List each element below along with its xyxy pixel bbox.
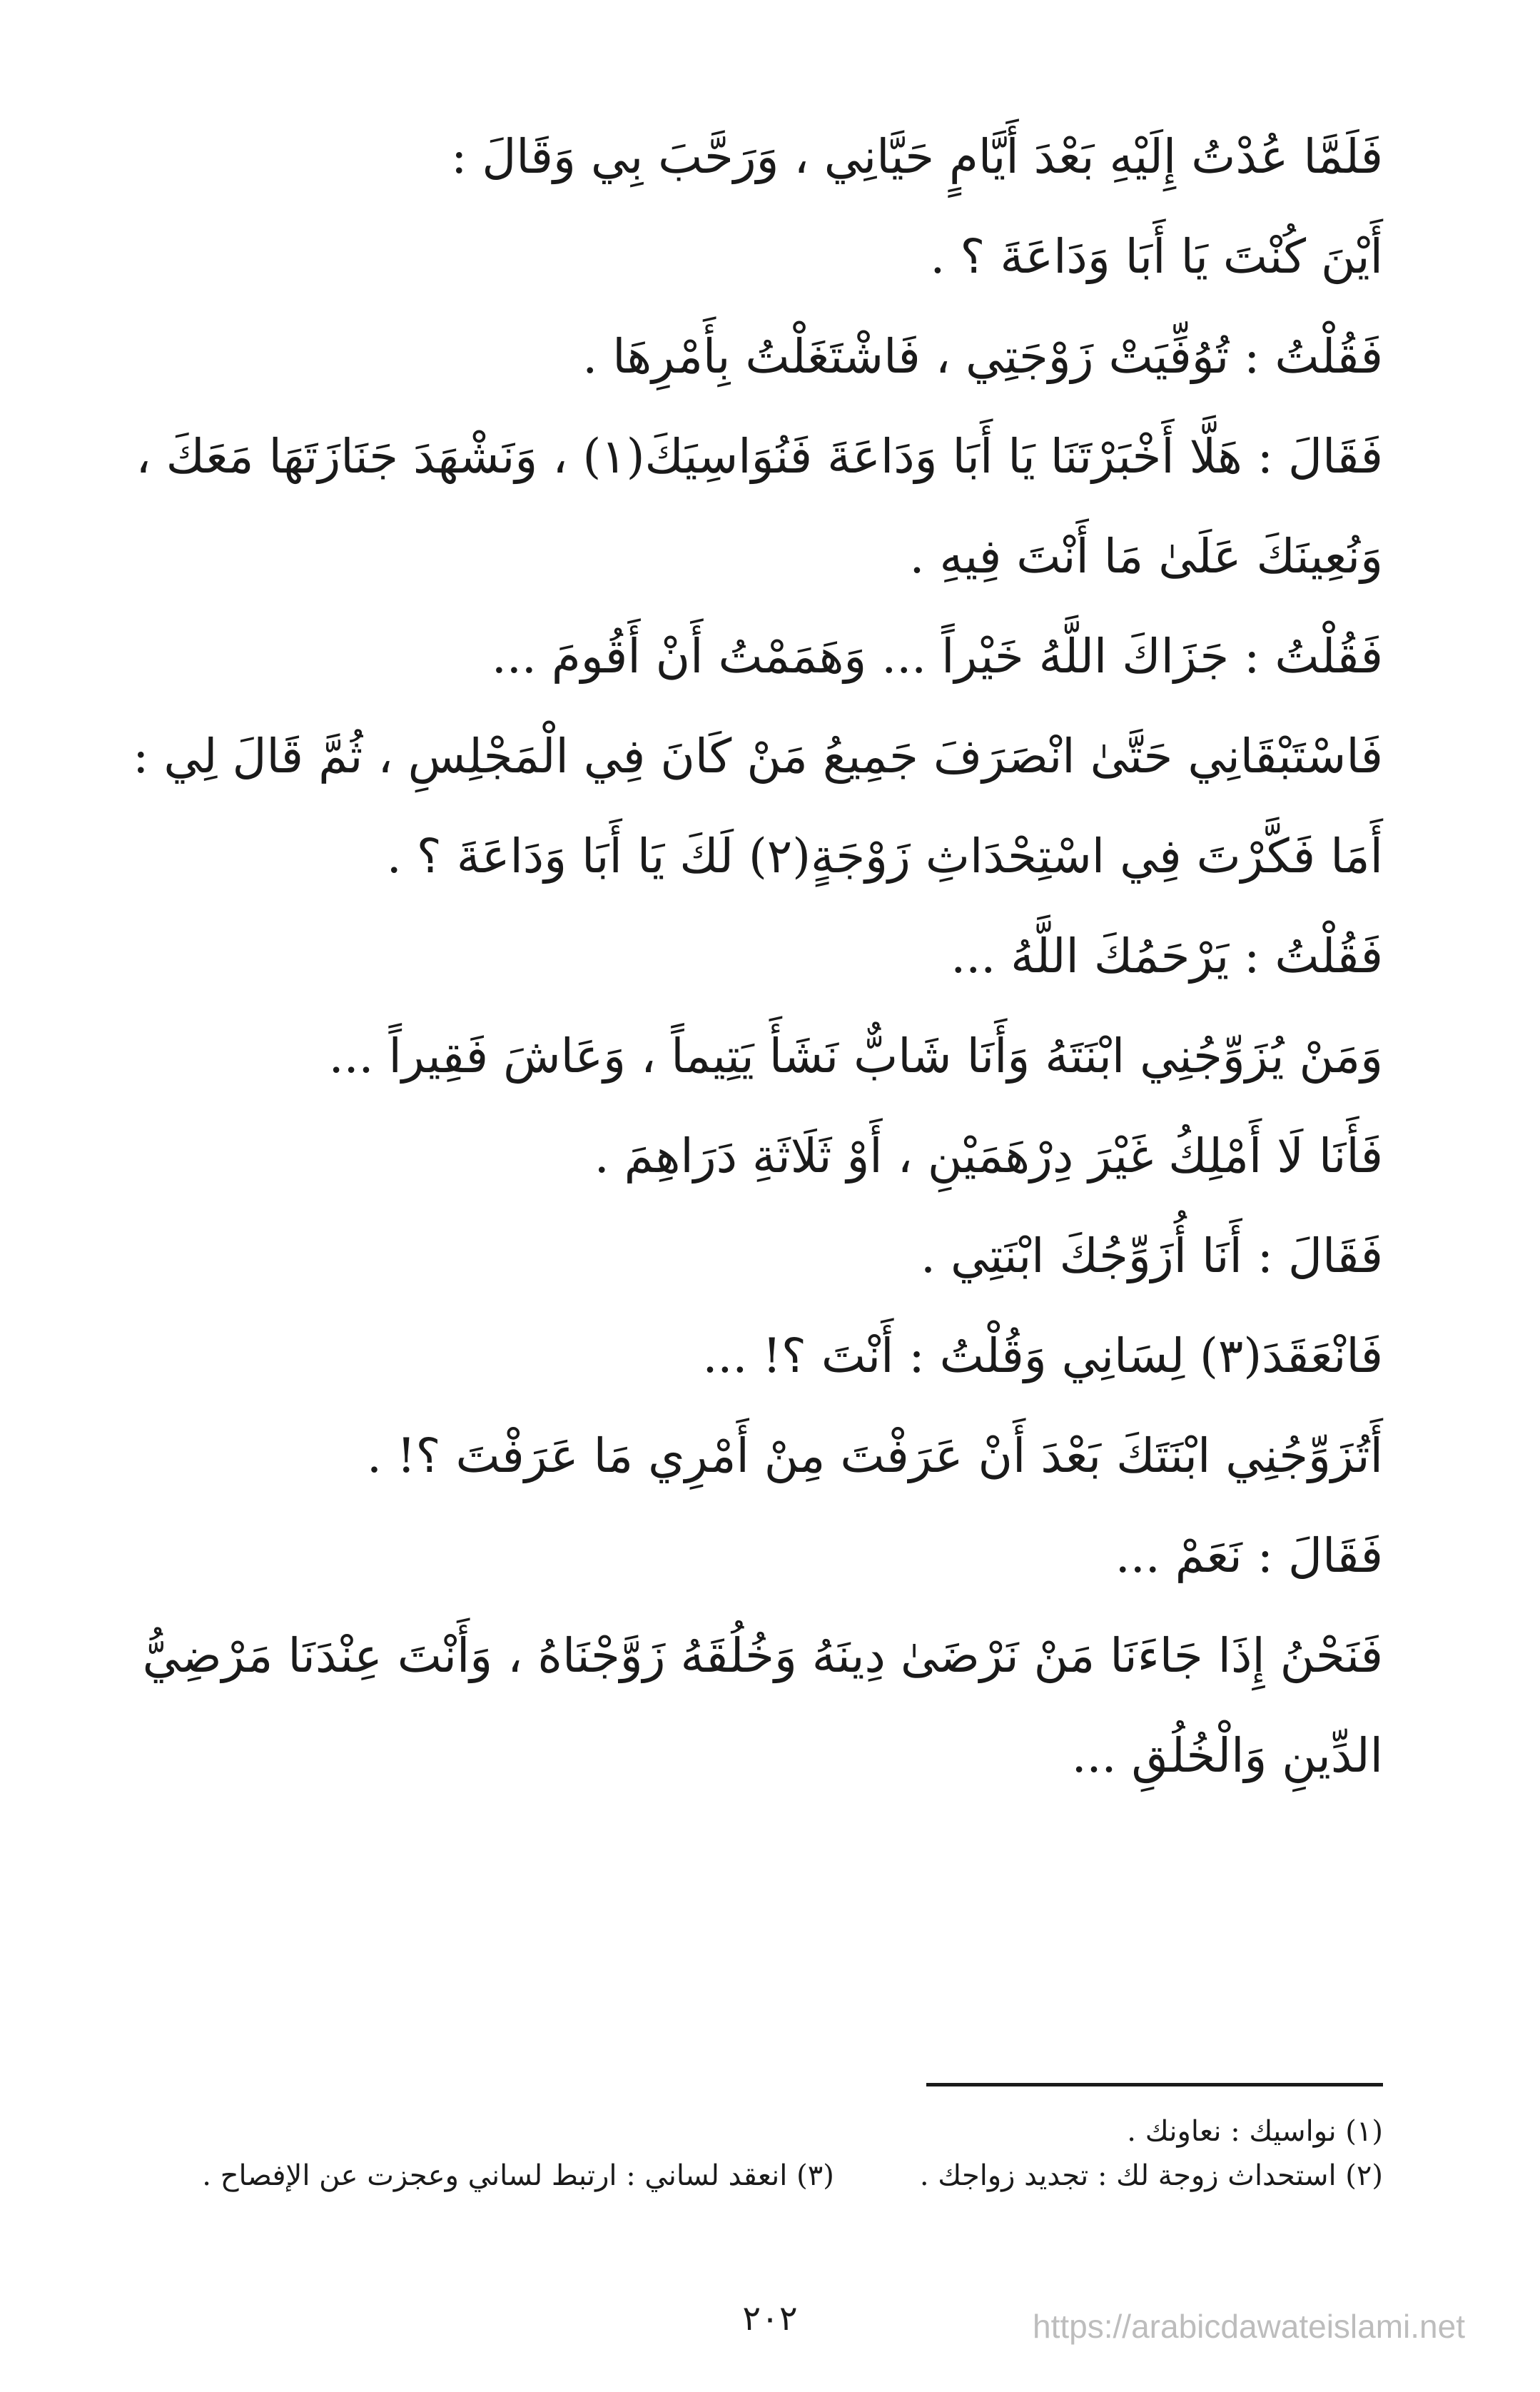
paragraph: أَيْنَ كُنْتَ يَا أَبَا وَدَاعَةَ ؟ . [930,229,1383,284]
paragraph: فَاسْتَبْقَانِي حَتَّىٰ انْصَرَفَ جَمِيعُ مَنْ كَانَ فِي الْمَجْلِسِ ، ثُمَّ قَالَ لِي : [133,729,1383,784]
page-number: ٢٠٢ [742,2298,798,2338]
paragraph: وَمَنْ يُزَوِّجُنِي ابْنَتَهُ وَأَنَا شَابٌّ نَشَأَ يَتِيماً ، وَعَاشَ فَقِيراً ... [328,1029,1383,1084]
paragraph: فَنَحْنُ إِذَا جَاءَنَا مَنْ نَرْضَىٰ دِينَهُ وَخُلُقَهُ زَوَّجْنَاهُ ، وَأَنْتَ عِنْدَنَا مَرْضِيُّ الدِّينِ وَالْخُلُقِ ... [142,1628,1383,1783]
paragraph: فَأَنَا لَا أَمْلِكُ غَيْرَ دِرْهَمَيْنِ ، أَوْ ثَلَاثَةِ دَرَاهِمَ . [594,1129,1383,1184]
paragraph: فَقَالَ : نَعَمْ ... [1115,1528,1383,1583]
paragraph: فَقُلْتُ : جَزَاكَ اللَّهُ خَيْراً ... وَهَمَمْتُ أَنْ أَقُومَ ... [491,629,1383,684]
paragraph: أَمَا فَكَّرْتَ فِي اسْتِحْدَاثِ زَوْجَةٍ(٢) لَكَ يَا أَبَا وَدَاعَةَ ؟ . [386,829,1383,884]
paragraph: أَتُزَوِّجُنِي ابْنَتَكَ بَعْدَ أَنْ عَرَفْتَ مِنْ أَمْرِي مَا عَرَفْتَ ؟! . [367,1428,1383,1483]
watermark-url: https://arabicdawateislami.net [1033,2308,1465,2345]
main-text [86,107,1383,1806]
paragraph: فَلَمَّا عُدْتُ إِلَيْهِ بَعْدَ أَيَّامٍ حَيَّانِي ، وَرَحَّبَ بِي وَقَالَ : [451,129,1383,184]
paragraph: فَقَالَ : أَنَا أُزَوِّجُكَ ابْنَتِي . [921,1228,1383,1283]
footnote-3: (٣) انعقد لساني : ارتبط لساني وعجزت عن الإفصاح . [202,2159,834,2192]
footnote-2: (٢) استحداث زوجة لك : تجديد زواجك . [919,2159,1383,2192]
paragraph: فَقُلْتُ : يَرْحَمُكَ اللَّهُ ... [951,929,1383,984]
footnote-divider [926,2083,1383,2086]
footnote-row [86,2154,1383,2198]
footnote-1: (١) نواسيك : نعاونك . [1127,2115,1383,2148]
footnote-row [86,2109,1383,2154]
paragraph: فَانْعَقَدَ(٣) لِسَانِي وَقُلْتُ : أَنْتَ ؟! ... [702,1328,1383,1383]
paragraph: فَقُلْتُ : تُوُفِّيَتْ زَوْجَتِي ، فَاشْتَغَلْتُ بِأَمْرِهَا . [582,329,1383,384]
paragraph: فَقَالَ : هَلَّا أَخْبَرْتَنَا يَا أَبَا وَدَاعَةَ فَنُوَاسِيَكَ(١) ، وَنَشْهَدَ جَنَازَتَهَا مَعَكَ ، وَنُعِينَكَ عَلَىٰ مَا أَنْتَ فِيهِ . [136,429,1383,584]
footnotes [86,2109,1383,2198]
